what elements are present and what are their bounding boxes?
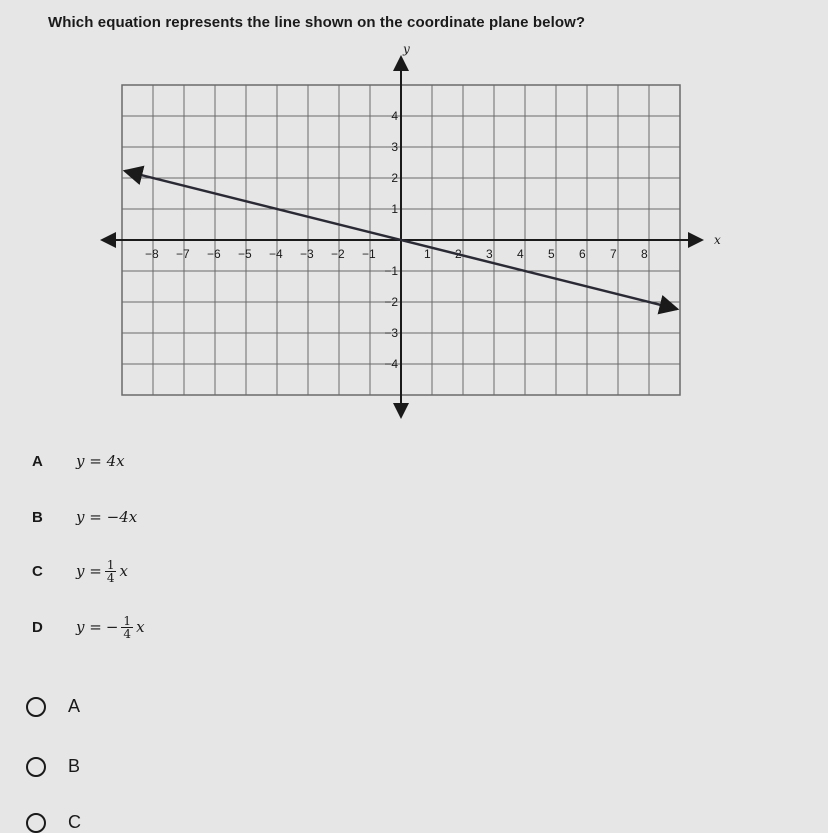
x-tick-label: 3: [486, 247, 493, 261]
equation: [76, 559, 128, 584]
axes: [102, 42, 721, 417]
radio-circle-icon[interactable]: [26, 813, 46, 833]
eq-lhs: y: [76, 562, 85, 580]
option-b[interactable]: [26, 756, 80, 777]
x-tick-label: 7: [610, 247, 617, 261]
coordinate-plane: [96, 42, 726, 422]
y-tick-label: −3: [384, 326, 398, 340]
x-tick-label: −7: [176, 247, 190, 261]
y-tick-label: −4: [384, 357, 398, 371]
choice-letter: C: [32, 562, 43, 580]
y-tick-label: −2: [384, 295, 398, 309]
x-axis-label: x: [714, 233, 721, 247]
radio-circle-icon[interactable]: [26, 757, 46, 777]
choice-d: [32, 612, 145, 642]
radio-circle-icon[interactable]: [26, 697, 46, 717]
x-tick-label: 4: [517, 247, 524, 261]
equation: [76, 615, 145, 640]
choice-letter: D: [32, 618, 43, 636]
choice-letter: A: [32, 452, 43, 470]
x-tick-label: −2: [331, 247, 345, 261]
eq-sign: =: [89, 562, 102, 580]
eq-sign: =: [89, 618, 102, 636]
y-tick-label: 3: [391, 140, 398, 154]
x-tick-label: 1: [424, 247, 431, 261]
fraction: [105, 559, 117, 584]
equation: [76, 452, 125, 470]
eq-rhs: 4x: [106, 452, 125, 470]
question-text: Which equation represents the line shown on the coordinate plane below?: [48, 14, 586, 31]
x-tick-label: −4: [269, 247, 283, 261]
option-a[interactable]: [26, 696, 80, 717]
x-tick-label: −3: [300, 247, 314, 261]
eq-sign: =: [89, 452, 102, 470]
option-label: B: [68, 756, 81, 776]
x-tick-label: −6: [207, 247, 221, 261]
option-label: A: [68, 696, 81, 716]
x-tick-label: 5: [548, 247, 555, 261]
x-tick-label: −1: [362, 247, 376, 261]
numerator: 1: [106, 557, 115, 572]
choice-letter: B: [32, 508, 43, 526]
x-tick-label: 8: [641, 247, 648, 261]
y-tick-label: 1: [391, 202, 398, 216]
denominator: 4: [106, 570, 115, 585]
numerator: 1: [123, 613, 132, 628]
choice-a: [32, 446, 125, 476]
fraction: [121, 615, 133, 640]
choice-b: [32, 502, 137, 532]
x-tick-label: −8: [145, 247, 159, 261]
eq-var: x: [119, 562, 128, 580]
y-tick-label: −1: [384, 264, 398, 278]
x-tick-label: −5: [238, 247, 252, 261]
y-axis-label: y: [403, 42, 410, 56]
eq-sign: =: [89, 508, 102, 526]
denominator: 4: [123, 626, 132, 641]
eq-lhs: y: [76, 618, 85, 636]
eq-lhs: y: [76, 508, 85, 526]
option-c[interactable]: [26, 812, 81, 833]
eq-var: x: [136, 618, 145, 636]
eq-negative: −: [105, 618, 119, 636]
eq-rhs: −4x: [106, 508, 138, 526]
y-tick-label: 4: [391, 109, 398, 123]
eq-lhs: y: [76, 452, 85, 470]
equation: [76, 508, 137, 526]
choice-c: [32, 556, 128, 586]
y-tick-label: 2: [391, 171, 398, 185]
option-label: C: [68, 812, 81, 832]
x-tick-label: 6: [579, 247, 586, 261]
